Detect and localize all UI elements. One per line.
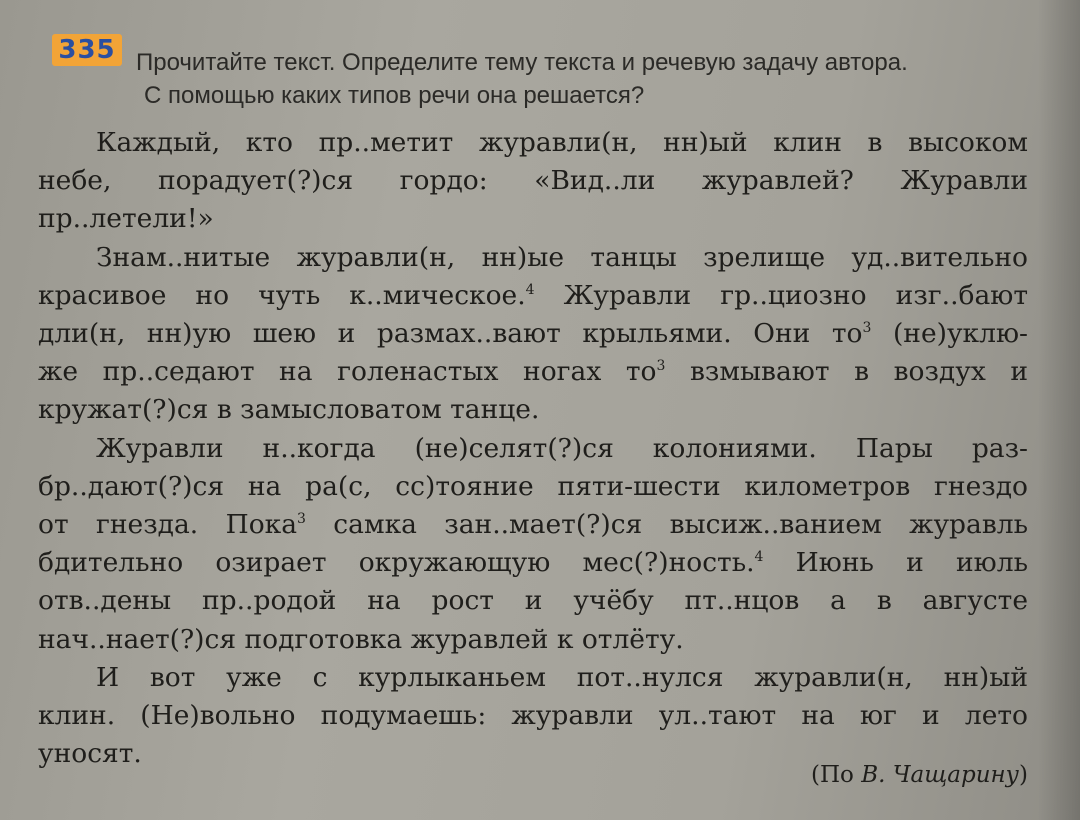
source-suffix: ): [1019, 762, 1028, 788]
text-line: пр..летели!»: [38, 203, 214, 235]
text-line: Журавли н..когда (не)селят(?)ся колониями. Пары раз-: [96, 432, 1028, 464]
text-fragment: от гнезда. Пока: [38, 509, 298, 541]
text-line: [38, 544, 1028, 582]
exercise-text: [38, 124, 1028, 773]
text-fragment: самка зан..мает(?)ся высиж..ванием журавль: [305, 509, 1029, 541]
text-line: нач..нает(?)ся подготовка журавлей к отлёту.: [38, 623, 684, 655]
text-fragment: же пр..седают на голенастых ногах то: [38, 356, 657, 388]
source-author: В. Чащарину: [861, 762, 1020, 788]
text-line: И вот уже с курлыканьем пот..нулся журавли(н, нн)ый: [96, 661, 1028, 693]
paragraph-3: [38, 430, 1028, 659]
task-line-1: Прочитайте текст. Определите тему текста и речевую задачу автора.: [136, 49, 908, 76]
text-line: [38, 315, 1028, 353]
paragraph-4: [38, 659, 1028, 774]
text-line: уносят.: [38, 738, 142, 770]
exercise-task: [136, 46, 1036, 112]
footnote-mark: 3: [656, 358, 666, 375]
text-fragment: Июнь и июль: [763, 547, 1028, 579]
text-fragment: взмывают в воздух и: [665, 356, 1029, 388]
text-fragment: дли(н, нн)ую шею и размах..вают крыльями. Они то: [38, 318, 863, 350]
paragraph-1: [38, 124, 1028, 239]
text-line: Каждый, кто пр..метит журавли(н, нн)ый клин в высоком: [96, 127, 1028, 158]
source-prefix: (По: [811, 762, 862, 788]
text-line: Знам..нитые журавли(н, нн)ые танцы зрелище уд..вительно: [96, 241, 1028, 273]
exercise-number: 335: [58, 35, 116, 65]
text-line: отв..дены пр..родой на рост и учёбу пт..нцов а в августе: [38, 585, 1028, 617]
text-fragment: красивое но чуть к..мическое.: [38, 279, 526, 311]
text-source: [811, 762, 1028, 788]
footnote-mark: 4: [525, 281, 535, 298]
text-line: бр..дают(?)ся на ра(с, сс)тояние пяти-шести километров гнездо: [38, 470, 1028, 502]
page-shadow: [1038, 0, 1080, 820]
text-line: кружат(?)ся в замысловатом танце.: [38, 394, 540, 426]
task-line-2: С помощью каких типов речи она решается?: [144, 82, 645, 109]
text-fragment: (не)уклю-: [871, 318, 1028, 350]
text-line: небе, порадует(?)ся гордо: «Вид..ли журавлей? Журавли: [38, 165, 1028, 197]
paragraph-2: [38, 239, 1028, 430]
footnote-mark: 3: [862, 320, 872, 337]
text-fragment: Журавли гр..циозно изг..бают: [534, 279, 1028, 311]
text-line: [38, 353, 1028, 391]
exercise-number-badge: [52, 34, 122, 66]
text-fragment: бдительно озирает окружающую мес(?)ность.: [38, 547, 755, 579]
text-line: клин. (Не)вольно подумаешь: журавли ул..тают на юг и лето: [38, 700, 1028, 732]
text-line: [38, 506, 1028, 544]
footnote-mark: 4: [754, 549, 764, 566]
text-line: [38, 277, 1028, 315]
footnote-mark: 3: [297, 511, 306, 528]
